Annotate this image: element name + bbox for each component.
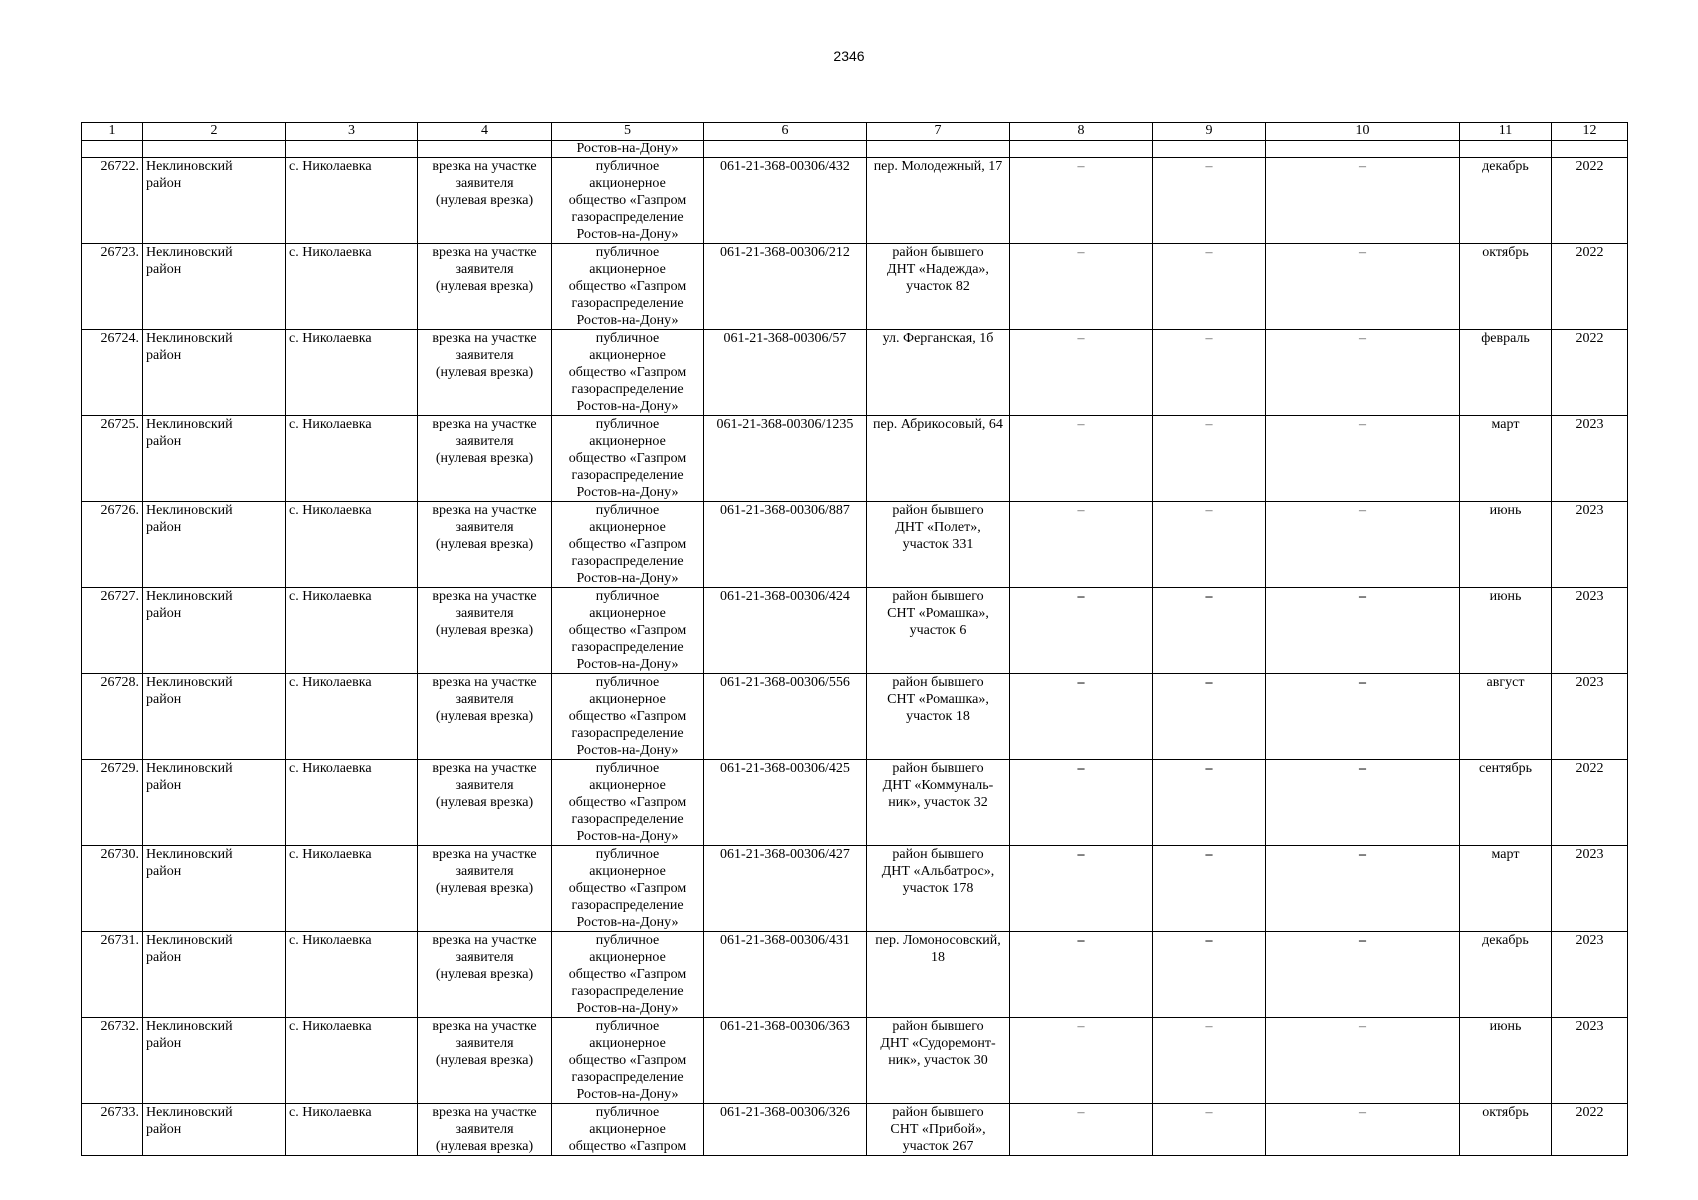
- month-cell: сентябрь: [1460, 760, 1552, 846]
- year-cell: 2023: [1552, 674, 1628, 760]
- organization-cell: публичное акционерное общество «Газпром газораспределение Ростов-на-Дону»: [552, 330, 704, 416]
- district-cell: Неклиновский район: [143, 932, 286, 1018]
- record-number-cell: 26724.: [82, 330, 143, 416]
- registry-code-cell: 061-21-368-00306/556: [704, 674, 867, 760]
- continuation-cell: [1153, 141, 1266, 158]
- address-cell: район бывшего СНТ «Ромашка», участок 6: [867, 588, 1010, 674]
- dash-mark: –: [1359, 1019, 1366, 1034]
- column-9-cell: [1153, 158, 1266, 244]
- record-number-cell: 26729.: [82, 760, 143, 846]
- column-8-cell: [1010, 588, 1153, 674]
- settlement-cell: с. Николаевка: [286, 330, 418, 416]
- column-9-cell: [1153, 1018, 1266, 1104]
- connection-type-cell: врезка на участке заявителя (нулевая врезка): [418, 588, 552, 674]
- column-10-cell: [1266, 1104, 1460, 1156]
- address-cell: пер. Молодежный, 17: [867, 158, 1010, 244]
- registry-code-cell: 061-21-368-00306/363: [704, 1018, 867, 1104]
- organization-cell: публичное акционерное общество «Газпром газораспределение Ростов-на-Дону»: [552, 158, 704, 244]
- column-8-cell: [1010, 760, 1153, 846]
- column-10-cell: [1266, 502, 1460, 588]
- connection-type-cell: врезка на участке заявителя (нулевая врезка): [418, 760, 552, 846]
- record-number-cell: 26727.: [82, 588, 143, 674]
- settlement-cell: с. Николаевка: [286, 416, 418, 502]
- table-row: [82, 416, 1628, 502]
- column-10-cell: [1266, 244, 1460, 330]
- header-cell: 6: [704, 123, 867, 141]
- column-8-cell: [1010, 1104, 1153, 1156]
- continuation-cell: [1266, 141, 1460, 158]
- column-9-cell: [1153, 330, 1266, 416]
- dash-mark: –: [1359, 847, 1366, 862]
- continuation-org-cell: Ростов-на-Дону»: [552, 141, 704, 158]
- column-8-cell: [1010, 244, 1153, 330]
- table-row: [82, 1018, 1628, 1104]
- header-cell: 9: [1153, 123, 1266, 141]
- organization-cell: публичное акционерное общество «Газпром: [552, 1104, 704, 1156]
- continuation-cell: [143, 141, 286, 158]
- dash-mark: –: [1359, 245, 1366, 260]
- connection-type-cell: врезка на участке заявителя (нулевая врезка): [418, 1104, 552, 1156]
- column-10-cell: [1266, 416, 1460, 502]
- dash-mark: –: [1205, 1019, 1213, 1034]
- settlement-cell: с. Николаевка: [286, 760, 418, 846]
- month-cell: июнь: [1460, 502, 1552, 588]
- dash-mark: –: [1077, 331, 1085, 346]
- dash-mark: –: [1077, 675, 1085, 690]
- column-8-cell: [1010, 502, 1153, 588]
- dash-mark: –: [1359, 331, 1366, 346]
- table-row: [82, 1104, 1628, 1156]
- column-8-cell: [1010, 674, 1153, 760]
- column-9-cell: [1153, 502, 1266, 588]
- column-10-cell: [1266, 674, 1460, 760]
- record-number-cell: 26728.: [82, 674, 143, 760]
- column-9-cell: [1153, 846, 1266, 932]
- settlement-cell: с. Николаевка: [286, 1104, 418, 1156]
- dash-mark: –: [1359, 675, 1366, 690]
- organization-cell: публичное акционерное общество «Газпром газораспределение Ростов-на-Дону»: [552, 932, 704, 1018]
- column-8-cell: [1010, 932, 1153, 1018]
- registry-code-cell: 061-21-368-00306/424: [704, 588, 867, 674]
- address-cell: район бывшего ДНТ «Надежда», участок 82: [867, 244, 1010, 330]
- organization-cell: публичное акционерное общество «Газпром газораспределение Ростов-на-Дону»: [552, 760, 704, 846]
- settlement-cell: с. Николаевка: [286, 502, 418, 588]
- dash-mark: –: [1205, 675, 1213, 690]
- dash-mark: –: [1359, 1105, 1366, 1120]
- column-10-cell: [1266, 932, 1460, 1018]
- dash-mark: –: [1205, 417, 1213, 432]
- address-cell: пер. Абрикосовый, 64: [867, 416, 1010, 502]
- year-cell: 2022: [1552, 760, 1628, 846]
- continuation-cell: [1010, 141, 1153, 158]
- table-row: [82, 330, 1628, 416]
- registry-code-cell: 061-21-368-00306/57: [704, 330, 867, 416]
- dash-mark: –: [1205, 503, 1213, 518]
- dash-mark: –: [1205, 159, 1213, 174]
- column-8-cell: [1010, 330, 1153, 416]
- table-row: [82, 502, 1628, 588]
- header-cell: 12: [1552, 123, 1628, 141]
- continuation-row: [82, 141, 1628, 158]
- header-cell: 8: [1010, 123, 1153, 141]
- dash-mark: –: [1359, 933, 1366, 948]
- header-cell: 1: [82, 123, 143, 141]
- connection-type-cell: врезка на участке заявителя (нулевая врезка): [418, 674, 552, 760]
- organization-cell: публичное акционерное общество «Газпром газораспределение Ростов-на-Дону»: [552, 674, 704, 760]
- year-cell: 2023: [1552, 588, 1628, 674]
- dash-mark: –: [1359, 761, 1366, 776]
- column-8-cell: [1010, 158, 1153, 244]
- table-row: [82, 674, 1628, 760]
- month-cell: октябрь: [1460, 244, 1552, 330]
- dash-mark: –: [1077, 245, 1085, 260]
- header-cell: 10: [1266, 123, 1460, 141]
- address-cell: район бывшего СНТ «Прибой», участок 267: [867, 1104, 1010, 1156]
- settlement-cell: с. Николаевка: [286, 244, 418, 330]
- connection-type-cell: врезка на участке заявителя (нулевая врезка): [418, 846, 552, 932]
- district-cell: Неклиновский район: [143, 330, 286, 416]
- registry-code-cell: 061-21-368-00306/432: [704, 158, 867, 244]
- column-8-cell: [1010, 1018, 1153, 1104]
- record-number-cell: 26733.: [82, 1104, 143, 1156]
- year-cell: 2023: [1552, 416, 1628, 502]
- registry-code-cell: 061-21-368-00306/431: [704, 932, 867, 1018]
- organization-cell: публичное акционерное общество «Газпром газораспределение Ростов-на-Дону»: [552, 1018, 704, 1104]
- dash-mark: –: [1077, 589, 1085, 604]
- table-row: [82, 932, 1628, 1018]
- gas-connection-registry-table: [81, 122, 1628, 1156]
- connection-type-cell: врезка на участке заявителя (нулевая врезка): [418, 932, 552, 1018]
- month-cell: март: [1460, 416, 1552, 502]
- dash-mark: –: [1205, 847, 1213, 862]
- header-cell: 3: [286, 123, 418, 141]
- column-8-cell: [1010, 416, 1153, 502]
- table-row: [82, 760, 1628, 846]
- district-cell: Неклиновский район: [143, 416, 286, 502]
- dash-mark: –: [1359, 417, 1366, 432]
- month-cell: август: [1460, 674, 1552, 760]
- address-cell: район бывшего ДНТ «Судоремонт- ник», участок 30: [867, 1018, 1010, 1104]
- district-cell: Неклиновский район: [143, 244, 286, 330]
- month-cell: декабрь: [1460, 932, 1552, 1018]
- address-cell: район бывшего ДНТ «Полет», участок 331: [867, 502, 1010, 588]
- registry-code-cell: 061-21-368-00306/425: [704, 760, 867, 846]
- header-cell: 11: [1460, 123, 1552, 141]
- dash-mark: –: [1077, 159, 1085, 174]
- year-cell: 2023: [1552, 932, 1628, 1018]
- month-cell: март: [1460, 846, 1552, 932]
- year-cell: 2022: [1552, 244, 1628, 330]
- record-number-cell: 26722.: [82, 158, 143, 244]
- dash-mark: –: [1077, 417, 1085, 432]
- month-cell: октябрь: [1460, 1104, 1552, 1156]
- continuation-cell: [1460, 141, 1552, 158]
- month-cell: февраль: [1460, 330, 1552, 416]
- year-cell: 2023: [1552, 846, 1628, 932]
- record-number-cell: 26723.: [82, 244, 143, 330]
- dash-mark: –: [1077, 1019, 1085, 1034]
- year-cell: 2022: [1552, 1104, 1628, 1156]
- registry-code-cell: 061-21-368-00306/212: [704, 244, 867, 330]
- connection-type-cell: врезка на участке заявителя (нулевая врезка): [418, 416, 552, 502]
- header-cell: 7: [867, 123, 1010, 141]
- table-row: [82, 244, 1628, 330]
- dash-mark: –: [1359, 503, 1366, 518]
- column-10-cell: [1266, 588, 1460, 674]
- dash-mark: –: [1205, 933, 1213, 948]
- continuation-cell: [82, 141, 143, 158]
- column-9-cell: [1153, 932, 1266, 1018]
- organization-cell: публичное акционерное общество «Газпром газораспределение Ростов-на-Дону»: [552, 846, 704, 932]
- district-cell: Неклиновский район: [143, 674, 286, 760]
- year-cell: 2023: [1552, 502, 1628, 588]
- settlement-cell: с. Николаевка: [286, 1018, 418, 1104]
- continuation-cell: [1552, 141, 1628, 158]
- dash-mark: –: [1359, 159, 1366, 174]
- registry-code-cell: 061-21-368-00306/887: [704, 502, 867, 588]
- district-cell: Неклиновский район: [143, 588, 286, 674]
- column-8-cell: [1010, 846, 1153, 932]
- dash-mark: –: [1077, 1105, 1085, 1120]
- connection-type-cell: врезка на участке заявителя (нулевая врезка): [418, 244, 552, 330]
- connection-type-cell: врезка на участке заявителя (нулевая врезка): [418, 330, 552, 416]
- record-number-cell: 26732.: [82, 1018, 143, 1104]
- table-row: [82, 588, 1628, 674]
- connection-type-cell: врезка на участке заявителя (нулевая врезка): [418, 158, 552, 244]
- registry-code-cell: 061-21-368-00306/326: [704, 1104, 867, 1156]
- year-cell: 2023: [1552, 1018, 1628, 1104]
- district-cell: Неклиновский район: [143, 502, 286, 588]
- column-9-cell: [1153, 416, 1266, 502]
- record-number-cell: 26731.: [82, 932, 143, 1018]
- dash-mark: –: [1077, 933, 1085, 948]
- district-cell: Неклиновский район: [143, 1104, 286, 1156]
- address-cell: ул. Ферганская, 1б: [867, 330, 1010, 416]
- continuation-cell: [704, 141, 867, 158]
- registry-code-cell: 061-21-368-00306/1235: [704, 416, 867, 502]
- continuation-cell: [286, 141, 418, 158]
- continuation-cell: [867, 141, 1010, 158]
- page-number: 2346: [833, 48, 865, 64]
- district-cell: Неклиновский район: [143, 846, 286, 932]
- dash-mark: –: [1077, 761, 1085, 776]
- table-row: [82, 846, 1628, 932]
- dash-mark: –: [1205, 589, 1213, 604]
- address-cell: пер. Ломоносовский, 18: [867, 932, 1010, 1018]
- settlement-cell: с. Николаевка: [286, 674, 418, 760]
- column-10-cell: [1266, 760, 1460, 846]
- dash-mark: –: [1077, 847, 1085, 862]
- organization-cell: публичное акционерное общество «Газпром газораспределение Ростов-на-Дону»: [552, 416, 704, 502]
- column-10-cell: [1266, 1018, 1460, 1104]
- column-9-cell: [1153, 760, 1266, 846]
- column-10-cell: [1266, 846, 1460, 932]
- record-number-cell: 26726.: [82, 502, 143, 588]
- month-cell: декабрь: [1460, 158, 1552, 244]
- month-cell: июнь: [1460, 588, 1552, 674]
- district-cell: Неклиновский район: [143, 760, 286, 846]
- continuation-cell: [418, 141, 552, 158]
- settlement-cell: с. Николаевка: [286, 846, 418, 932]
- column-10-cell: [1266, 330, 1460, 416]
- organization-cell: публичное акционерное общество «Газпром газораспределение Ростов-на-Дону»: [552, 502, 704, 588]
- district-cell: Неклиновский район: [143, 1018, 286, 1104]
- header-cell: 5: [552, 123, 704, 141]
- address-cell: район бывшего ДНТ «Альбатрос», участок 178: [867, 846, 1010, 932]
- column-9-cell: [1153, 588, 1266, 674]
- header-cell: 2: [143, 123, 286, 141]
- settlement-cell: с. Николаевка: [286, 588, 418, 674]
- dash-mark: –: [1205, 331, 1213, 346]
- address-cell: район бывшего ДНТ «Коммуналь- ник», участок 32: [867, 760, 1010, 846]
- address-cell: район бывшего СНТ «Ромашка», участок 18: [867, 674, 1010, 760]
- dash-mark: –: [1077, 503, 1085, 518]
- table-row: [82, 158, 1628, 244]
- settlement-cell: с. Николаевка: [286, 932, 418, 1018]
- connection-type-cell: врезка на участке заявителя (нулевая врезка): [418, 502, 552, 588]
- column-10-cell: [1266, 158, 1460, 244]
- connection-type-cell: врезка на участке заявителя (нулевая врезка): [418, 1018, 552, 1104]
- dash-mark: –: [1205, 761, 1213, 776]
- record-number-cell: 26725.: [82, 416, 143, 502]
- column-number-header-row: [82, 123, 1628, 141]
- settlement-cell: с. Николаевка: [286, 158, 418, 244]
- column-9-cell: [1153, 1104, 1266, 1156]
- dash-mark: –: [1359, 589, 1366, 604]
- column-9-cell: [1153, 674, 1266, 760]
- year-cell: 2022: [1552, 158, 1628, 244]
- month-cell: июнь: [1460, 1018, 1552, 1104]
- organization-cell: публичное акционерное общество «Газпром газораспределение Ростов-на-Дону»: [552, 244, 704, 330]
- registry-code-cell: 061-21-368-00306/427: [704, 846, 867, 932]
- organization-cell: публичное акционерное общество «Газпром газораспределение Ростов-на-Дону»: [552, 588, 704, 674]
- header-cell: 4: [418, 123, 552, 141]
- column-9-cell: [1153, 244, 1266, 330]
- record-number-cell: 26730.: [82, 846, 143, 932]
- year-cell: 2022: [1552, 330, 1628, 416]
- district-cell: Неклиновский район: [143, 158, 286, 244]
- dash-mark: –: [1205, 245, 1213, 260]
- dash-mark: –: [1205, 1105, 1213, 1120]
